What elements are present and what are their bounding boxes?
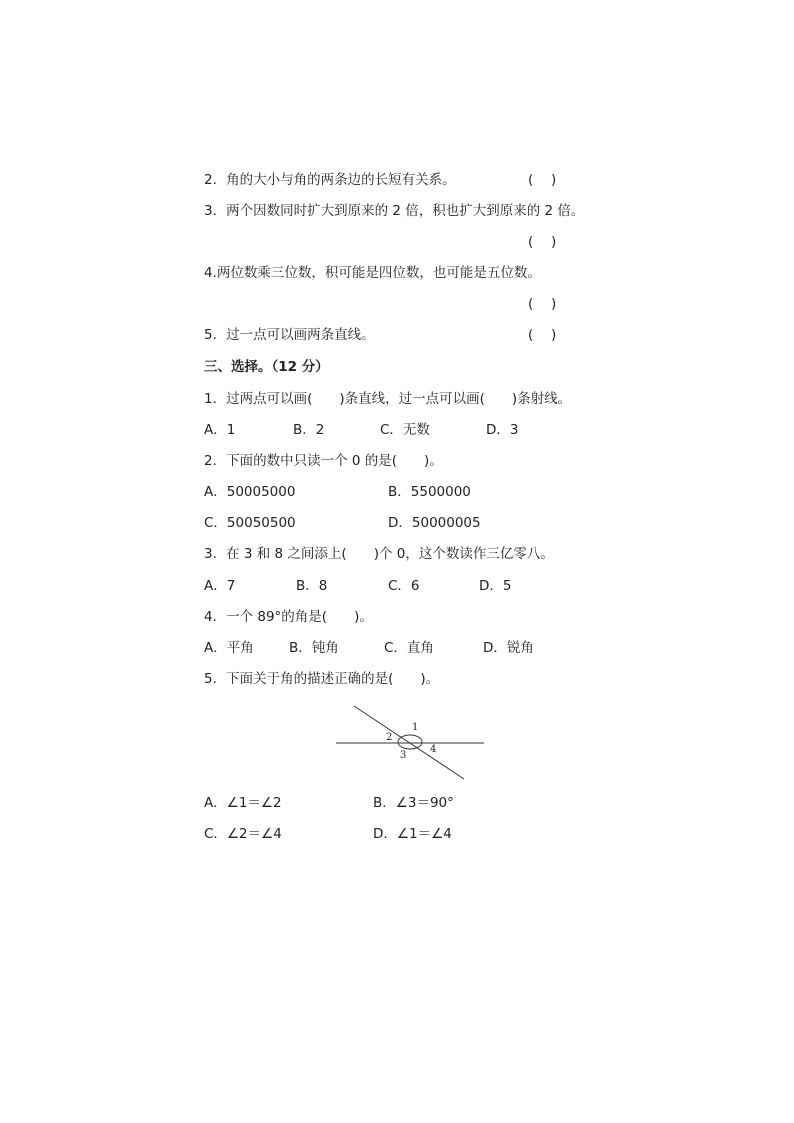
judge-q3-text: 3．两个因数同时扩大到原来的 2 倍，积也扩大到原来的 2 倍。 [204,203,585,219]
choice-q1-option-a: A．1 [204,422,236,438]
choice-q2-option-a: A．50005000 [204,484,296,500]
choice-q1-option-b: B．2 [293,422,325,438]
angle-label-2: 2 [386,732,393,743]
choice-q2-option-d: D．50000005 [388,515,481,531]
choice-q1-option-d: D．3 [486,422,519,438]
choice-q5-option-d: D．∠1＝∠4 [373,826,452,842]
choice-q5-option-a: A．∠1＝∠2 [204,795,282,811]
choice-q1-text: 1．过两点可以画( )条直线，过一点可以画( )条射线。 [204,391,572,407]
choice-q5-text: 5．下面关于角的描述正确的是( )。 [204,671,440,687]
judge-q4-text: 4.两位数乘三位数，积可能是四位数，也可能是五位数。 [204,265,541,281]
choice-q2-option-c: C．50050500 [204,515,296,531]
choice-q2-option-b: B．5500000 [388,484,471,500]
angle-arc [398,735,422,749]
intersecting-lines-figure [330,700,490,782]
choice-q3-text: 3．在 3 和 8 之间添上( )个 0，这个数读作三亿零八。 [204,546,554,562]
choice-q3-option-b: B．8 [296,578,328,594]
choice-q3-option-d: D．5 [479,578,512,594]
judge-q2-text: 2．角的大小与角的两条边的长短有关系。 [204,172,456,188]
angle-label-1: 1 [412,722,419,733]
section3-title: 三、选择。（12 分） [204,359,329,375]
choice-q4-option-d: D．锐角 [483,640,534,656]
angle-label-3: 3 [400,750,407,761]
judge-q4-paren: ( ) [528,296,557,312]
choice-q4-option-a: A．平角 [204,640,254,656]
choice-q2-text: 2．下面的数中只读一个 0 的是( )。 [204,453,443,469]
choice-q4-text: 4．一个 89°的角是( )。 [204,609,373,625]
judge-q5-paren: ( ) [528,327,557,343]
choice-q1-option-c: C．无数 [380,422,430,438]
choice-q4-option-c: C．直角 [384,640,434,656]
choice-q5-option-c: C．∠2＝∠4 [204,826,282,842]
angle-label-4: 4 [430,744,437,755]
choice-q4-option-b: B．钝角 [289,640,339,656]
judge-q5-text: 5．过一点可以画两条直线。 [204,327,375,343]
choice-q5-option-b: B．∠3＝90° [373,795,454,811]
judge-q2-paren: ( ) [528,172,557,188]
choice-q3-option-c: C．6 [388,578,420,594]
choice-q3-option-a: A．7 [204,578,236,594]
judge-q3-paren: ( ) [528,234,557,250]
